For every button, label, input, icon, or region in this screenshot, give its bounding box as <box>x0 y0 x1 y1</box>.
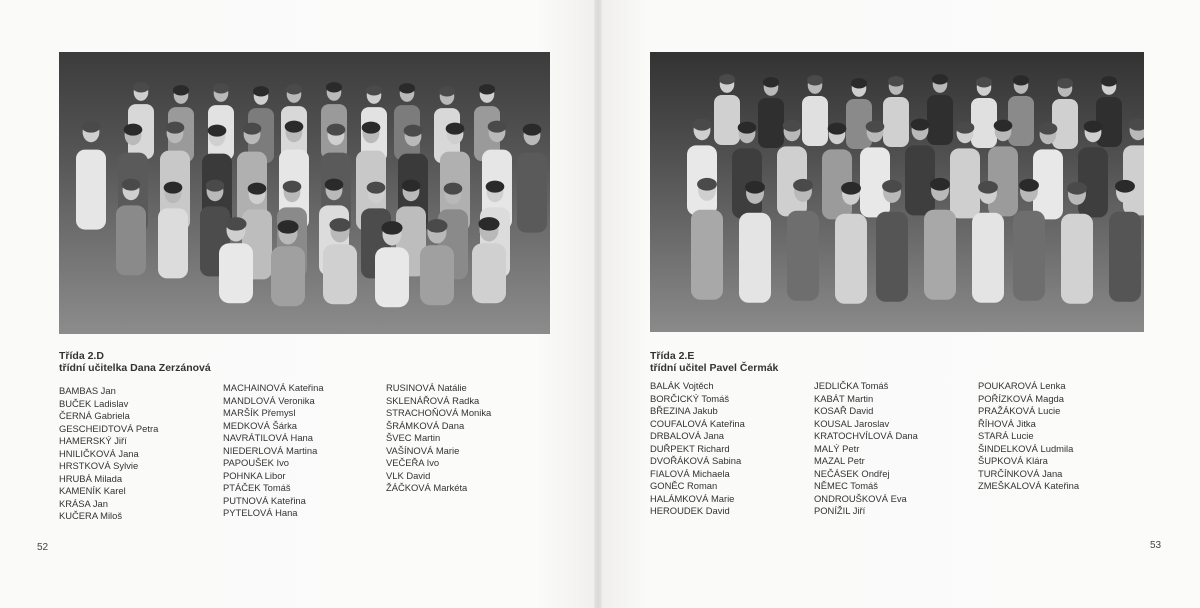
student-name: ŠINDELKOVÁ Ludmila <box>978 442 1074 454</box>
student-name: NEČÁSEK Ondřej <box>814 467 890 479</box>
person-body <box>714 95 740 145</box>
person-hair <box>381 221 402 235</box>
person-body <box>1078 147 1108 217</box>
person-hair <box>253 86 269 96</box>
person-body <box>472 243 506 303</box>
person-body <box>76 150 106 230</box>
person-hair <box>976 77 992 87</box>
person-body <box>517 153 547 233</box>
student-name: ŠRÁMKOVÁ Dana <box>386 419 465 431</box>
person-hair <box>738 122 757 134</box>
person-hair <box>479 84 495 94</box>
person-hair <box>399 83 415 93</box>
person-hair <box>478 217 499 231</box>
student-name: GONĚC Roman <box>650 480 718 491</box>
student-name: MAZAL Petr <box>814 455 865 466</box>
person-hair <box>851 78 867 88</box>
person-body <box>420 245 454 305</box>
person-hair <box>124 124 143 136</box>
name-column-2 <box>814 380 918 518</box>
person-hair <box>133 82 149 92</box>
person-hair <box>122 179 141 191</box>
student-name: PUTNOVÁ Kateřina <box>223 494 306 506</box>
person-body <box>924 210 956 300</box>
person-hair <box>828 123 847 135</box>
student-name: VAŠÍNOVÁ Marie <box>386 444 460 456</box>
person-body <box>787 211 819 301</box>
person-hair <box>911 119 930 131</box>
person-hair <box>166 122 185 134</box>
person-hair <box>763 77 779 87</box>
name-column-3 <box>978 380 1079 493</box>
student-name: NIEDERLOVÁ Martina <box>223 444 318 456</box>
person-hair <box>1013 75 1029 85</box>
person-body <box>1096 97 1122 147</box>
student-name: BAMBAS Jan <box>59 385 116 396</box>
person-body <box>1061 214 1093 304</box>
student-name: VLK David <box>386 469 431 481</box>
student-name: MARŠÍK Přemysl <box>223 407 296 418</box>
person-body <box>927 95 953 145</box>
student-name: POUKAROVÁ Lenka <box>978 380 1066 391</box>
person-body <box>972 213 1004 303</box>
person-hair <box>1084 121 1103 133</box>
person-hair <box>882 180 902 193</box>
student-name: ŠVEC Martin <box>386 432 441 443</box>
student-name: VEČEŘA Ivo <box>386 457 440 468</box>
person-hair <box>930 178 950 191</box>
person-body <box>988 146 1018 216</box>
person-body <box>1008 96 1034 146</box>
page-number-right: 53 <box>1150 540 1162 551</box>
person-hair <box>367 182 386 194</box>
person-body <box>905 145 935 215</box>
person-hair <box>286 84 302 94</box>
student-name: MACHAINOVÁ Kateřina <box>223 382 324 393</box>
student-name: BUČEK Ladislav <box>59 397 129 409</box>
student-name: ZMEŠKALOVÁ Kateřina <box>978 480 1080 491</box>
person-body <box>802 96 828 146</box>
student-name: SKLENÁŘOVÁ Radka <box>386 394 480 406</box>
student-name: HRUBÁ Milada <box>59 472 123 484</box>
name-column-1 <box>59 385 158 523</box>
person-body <box>971 98 997 148</box>
person-hair <box>243 123 262 135</box>
book-gutter <box>594 0 602 608</box>
person-hair <box>697 178 717 191</box>
student-name: ČERNÁ Gabriela <box>59 410 130 421</box>
student-name: MEDKOVÁ Šárka <box>223 419 297 431</box>
person-hair <box>994 120 1013 132</box>
class-teacher: třídní učitelka Dana Zerzánová <box>59 362 211 374</box>
person-hair <box>444 183 463 195</box>
student-name: NĚMEC Tomáš <box>814 480 878 491</box>
student-name: KRATOCHVÍLOVÁ Dana <box>814 430 918 441</box>
person-hair <box>866 121 885 133</box>
student-name: PAPOUŠEK Ivo <box>223 457 289 468</box>
student-name: HAMERSKÝ Jiří <box>59 435 127 446</box>
student-name: ŠUPKOVÁ Klára <box>978 455 1048 466</box>
student-name: PONÍŽIL Jiří <box>814 505 866 516</box>
student-name: MANDLOVÁ Veronika <box>223 394 315 406</box>
person-hair <box>362 122 381 134</box>
person-hair <box>1067 182 1087 195</box>
student-name: DVOŘÁKOVÁ Sabina <box>650 455 742 466</box>
person-hair <box>719 74 735 84</box>
student-name: BŘEZINA Jakub <box>650 405 718 416</box>
person-hair <box>325 179 344 191</box>
class-title: Třída 2.E <box>650 350 695 362</box>
student-name: DRBALOVÁ Jana <box>650 430 724 441</box>
person-hair <box>488 121 507 133</box>
person-body <box>950 148 980 218</box>
student-name: MALÝ Petr <box>814 442 860 454</box>
student-name: DUŘPEKT Richard <box>650 442 730 454</box>
person-body <box>1109 212 1141 302</box>
person-hair <box>366 85 382 95</box>
person-hair <box>807 75 823 85</box>
person-hair <box>285 121 304 133</box>
person-hair <box>1115 180 1135 193</box>
person-hair <box>1039 123 1058 135</box>
person-body <box>1013 211 1045 301</box>
name-column-1 <box>650 380 745 518</box>
student-name: RUSINOVÁ Natálie <box>386 382 467 393</box>
student-name: POŘÍZKOVÁ Magda <box>978 392 1064 404</box>
person-hair <box>402 180 421 192</box>
person-hair <box>486 181 505 193</box>
person-hair <box>404 125 423 137</box>
person-hair <box>793 179 813 192</box>
person-hair <box>956 122 975 134</box>
person-hair <box>208 125 227 137</box>
student-name: HALÁMKOVÁ Marie <box>650 492 735 504</box>
person-hair <box>82 121 101 133</box>
student-name: GESCHEIDTOVÁ Petra <box>59 422 159 434</box>
person-body <box>758 98 784 148</box>
student-name: FIALOVÁ Michaela <box>650 467 730 479</box>
person-hair <box>329 218 350 232</box>
class-teacher: třídní učitel Pavel Čermák <box>650 362 779 374</box>
name-column-3 <box>386 382 491 495</box>
student-name: HNILIČKOVÁ Jana <box>59 447 139 459</box>
person-hair <box>841 182 861 195</box>
person-hair <box>932 74 948 84</box>
person-hair <box>1057 78 1073 88</box>
student-name: ŽÁČKOVÁ Markéta <box>386 482 468 493</box>
person-body <box>883 97 909 147</box>
person-hair <box>426 219 447 233</box>
student-name: HEROUDEK David <box>650 505 730 516</box>
class-caption-2d <box>59 350 211 374</box>
student-name: BORČICKÝ Tomáš <box>650 392 730 404</box>
student-name: PYTELOVÁ Hana <box>223 507 298 518</box>
student-name: NAVRÁTILOVÁ Hana <box>223 432 313 443</box>
student-name: KABÁT Martin <box>814 392 874 404</box>
person-hair <box>1019 179 1039 192</box>
student-name: KUČERA Miloš <box>59 510 123 521</box>
person-hair <box>783 120 802 132</box>
name-column-2 <box>223 382 324 520</box>
person-hair <box>888 76 904 86</box>
student-name: KOSAŘ David <box>814 405 874 416</box>
person-body <box>158 208 188 278</box>
person-body <box>1052 99 1078 149</box>
person-body <box>375 247 409 307</box>
person-body <box>691 210 723 300</box>
class-photo-2d <box>59 52 550 334</box>
student-name: KAMENÍK Karel <box>59 485 126 496</box>
person-hair <box>745 181 765 194</box>
person-hair <box>225 217 246 231</box>
person-body <box>219 243 253 303</box>
student-name: KOUSAL Jaroslav <box>814 417 890 429</box>
person-hair <box>523 124 542 136</box>
person-body <box>835 214 867 304</box>
person-hair <box>693 119 712 131</box>
person-hair <box>277 220 298 234</box>
person-body <box>876 212 908 302</box>
person-hair <box>173 85 189 95</box>
student-name: ŘÍHOVÁ Jitka <box>978 417 1036 429</box>
page-number-left: 52 <box>37 542 49 553</box>
student-name: HRSTKOVÁ Sylvie <box>59 460 139 471</box>
student-name: PRAŽÁKOVÁ Lucie <box>978 405 1061 416</box>
class-photo-2e <box>650 52 1144 332</box>
student-name: STRACHOŇOVÁ Monika <box>386 407 492 418</box>
person-hair <box>326 82 342 92</box>
person-hair <box>213 83 229 93</box>
person-hair <box>248 183 267 195</box>
student-name: COUFALOVÁ Kateřina <box>650 417 745 429</box>
student-name: KRÁSA Jan <box>59 497 108 509</box>
student-name: STARÁ Lucie <box>978 430 1034 441</box>
person-body <box>271 246 305 306</box>
person-body <box>116 205 146 275</box>
student-name: PTÁČEK Tomáš <box>223 482 291 493</box>
person-hair <box>283 181 302 193</box>
student-name: BALÁK Vojtěch <box>650 380 714 391</box>
student-name: JEDLIČKA Tomáš <box>814 380 889 391</box>
student-name: ONDROUŠKOVÁ Eva <box>814 492 907 504</box>
person-hair <box>446 123 465 135</box>
student-name: TURČÍNKOVÁ Jana <box>978 467 1063 479</box>
person-hair <box>439 86 455 96</box>
class-title: Třída 2.D <box>59 350 104 362</box>
student-name: POHNKA Libor <box>223 469 286 481</box>
person-body <box>739 213 771 303</box>
person-hair <box>206 180 225 192</box>
person-hair <box>978 181 998 194</box>
person-hair <box>327 124 346 136</box>
person-hair <box>1101 76 1117 86</box>
person-body <box>323 244 357 304</box>
person-hair <box>164 182 183 194</box>
class-caption-2e <box>650 350 778 374</box>
